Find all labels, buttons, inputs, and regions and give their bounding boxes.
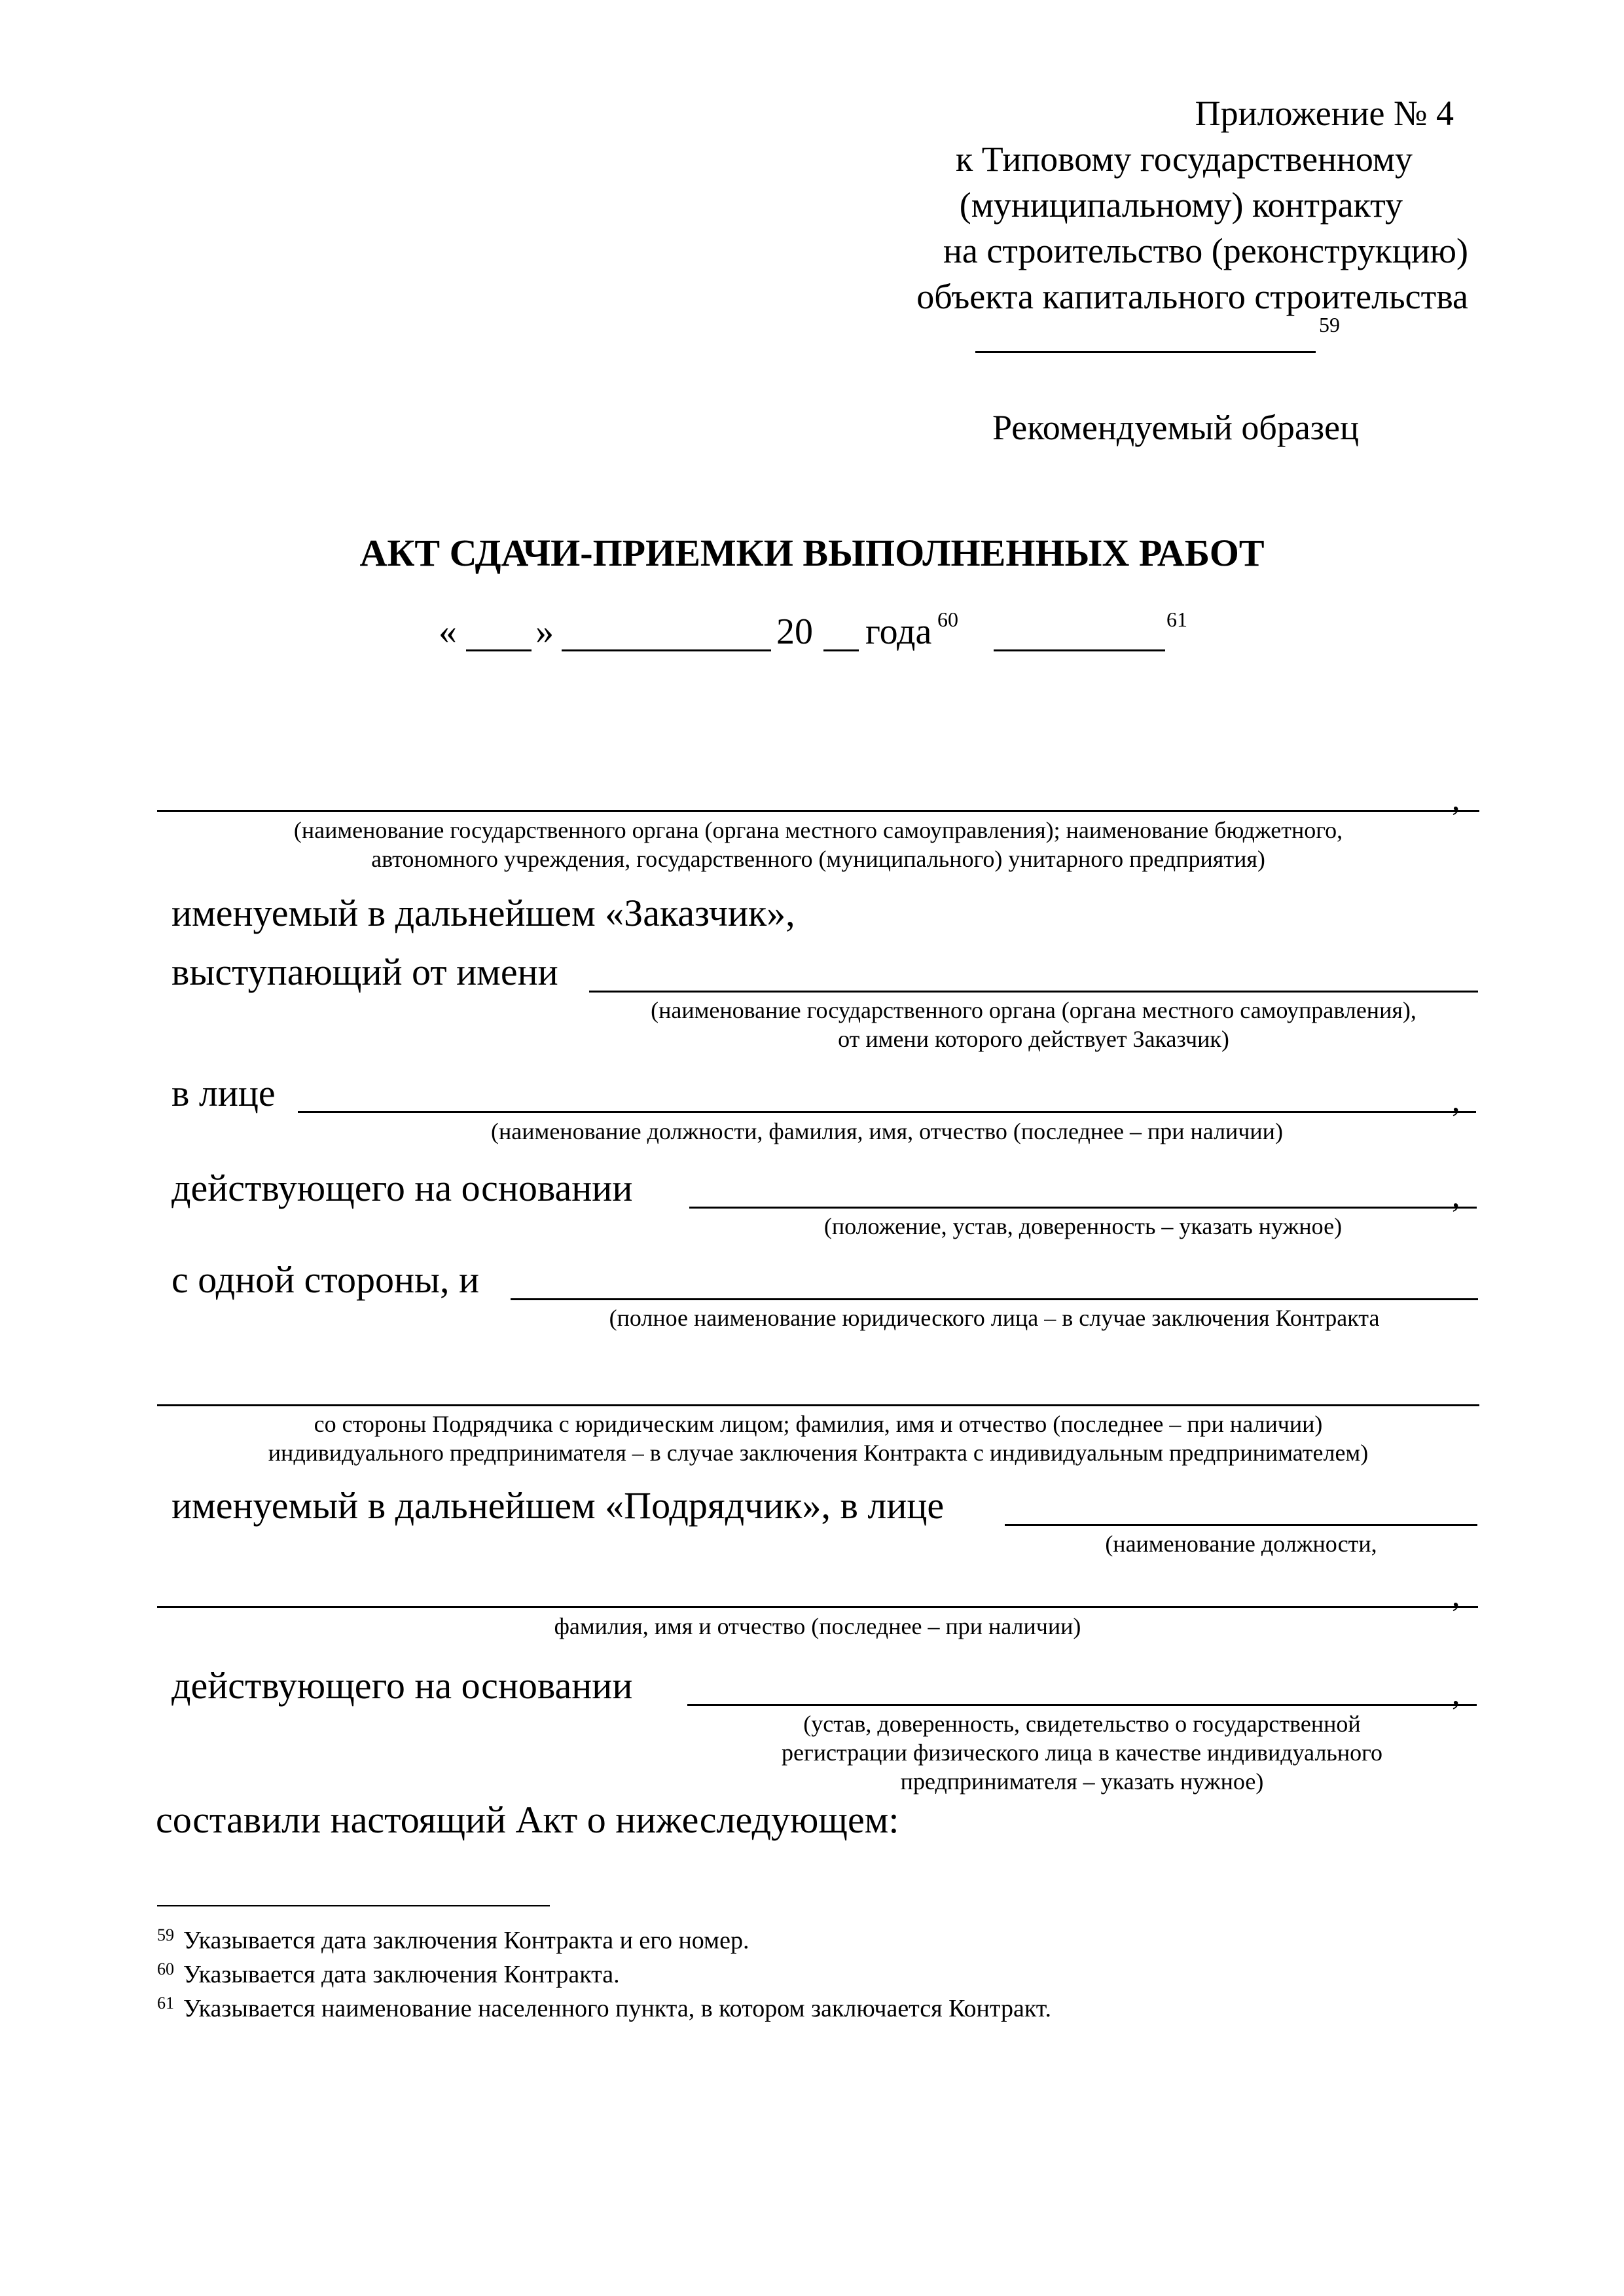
contractor-basis-caption-3: предпринимателя – указать нужное): [900, 1768, 1264, 1795]
acting-for-field[interactable]: [589, 991, 1478, 993]
contractor-name-field-2[interactable]: [157, 1404, 1479, 1406]
person-label: в лице: [171, 1072, 276, 1114]
comma: ,: [1452, 1082, 1460, 1118]
footnote-ref-60: 60: [937, 608, 958, 631]
footnote-61: [157, 1986, 1051, 2026]
footnote-ref-61: 61: [1166, 608, 1187, 631]
year-prefix: 20: [776, 611, 813, 652]
contractor-caption-b1: со стороны Подрядчика с юридическим лицом; фамилия, имя и отчество (последнее – при наличии): [314, 1411, 1323, 1437]
contract-number-field[interactable]: [975, 351, 1316, 353]
month-field[interactable]: [562, 649, 771, 651]
day-field[interactable]: [466, 649, 532, 651]
comma: ,: [1452, 1576, 1460, 1613]
appendix-line-2: к Типовому государственному: [955, 139, 1413, 179]
contractor-basis-caption-1: (устав, доверенность, свидетельство о государственной: [803, 1711, 1361, 1737]
footnote-61-text: Указывается наименование населенного пункта, в котором заключается Контракт.: [183, 1995, 1052, 2022]
appendix-line-5: объекта капитального строительства: [916, 277, 1468, 316]
footnote-59-text: Указывается дата заключения Контракта и его номер.: [183, 1927, 749, 1954]
customer-caption-2: автономного учреждения, государственного (муниципального) унитарного предприятия): [371, 846, 1265, 872]
customer-basis-label: действующего на основании: [171, 1167, 633, 1209]
customer-basis-caption: (положение, устав, доверенность – указать нужное): [823, 1213, 1343, 1239]
quote-close: »: [535, 611, 554, 652]
footnote-60-number: 60: [157, 1959, 174, 1978]
footnote-ref-59: 59: [1319, 313, 1340, 337]
contractor-caption-b2: индивидуального предпринимателя – в случае заключения Контракта с индивидуальным предпринимателем): [268, 1440, 1369, 1466]
footnote-61-number: 61: [157, 1994, 174, 2013]
customer-name-field[interactable]: [157, 810, 1479, 812]
acting-for-caption-2: от имени которого действует Заказчик): [838, 1026, 1229, 1052]
comma: ,: [1452, 1177, 1460, 1214]
appendix-number: Приложение № 4: [1195, 94, 1454, 133]
side-label: с одной стороны, и: [171, 1258, 480, 1301]
customer-person-caption: (наименование должности, фамилия, имя, отчество (последнее – при наличии): [491, 1118, 1283, 1144]
footnote-60: [157, 1952, 620, 1992]
customer-caption-1: (наименование государственного органа (органа местного самоуправления); наименование бюджетного,: [293, 817, 1343, 843]
contractor-person-caption: фамилия, имя и отчество (последнее – при наличии): [554, 1613, 1081, 1639]
contractor-position-field[interactable]: [1005, 1524, 1477, 1526]
footnote-separator: [157, 1905, 550, 1906]
comma: ,: [1452, 1675, 1460, 1711]
acting-for-label: выступающий от имени: [171, 951, 558, 993]
contractor-position-caption: (наименование должности,: [1105, 1531, 1377, 1557]
customer-person-field[interactable]: [298, 1111, 1476, 1113]
contractor-name-field[interactable]: [511, 1298, 1478, 1300]
footnote-59: [157, 1918, 749, 1958]
appendix-line-4: на строительство (реконструкцию): [943, 231, 1468, 270]
contractor-person-field[interactable]: [157, 1606, 1478, 1608]
place-field[interactable]: [994, 649, 1165, 651]
contractor-named-as: именуемый в дальнейшем «Подрядчик», в лице: [171, 1484, 945, 1527]
comma: ,: [1452, 780, 1460, 817]
appendix-line-3: (муниципальному) контракту: [959, 185, 1403, 225]
closing-sentence: составили настоящий Акт о нижеследующем:: [156, 1798, 899, 1841]
contractor-caption-a: (полное наименование юридического лица – в случае заключения Контракта: [609, 1305, 1380, 1331]
year-field[interactable]: [823, 649, 859, 651]
document-title: АКТ СДАЧИ-ПРИЕМКИ ВЫПОЛНЕННЫХ РАБОТ: [359, 532, 1265, 574]
footnote-60-text: Указывается дата заключения Контракта.: [183, 1961, 620, 1988]
contractor-basis-label: действующего на основании: [171, 1664, 633, 1707]
footnote-59-number: 59: [157, 1925, 174, 1944]
quote-open: «: [439, 611, 457, 652]
acting-for-caption-1: (наименование государственного органа (органа местного самоуправления),: [651, 997, 1416, 1023]
customer-named-as: именуемый в дальнейшем «Заказчик»,: [171, 892, 795, 934]
contractor-basis-field[interactable]: [687, 1704, 1477, 1706]
year-word: года: [865, 611, 932, 652]
contractor-basis-caption-2: регистрации физического лица в качестве индивидуального: [782, 1740, 1382, 1766]
sample-label: Рекомендуемый образец: [992, 408, 1359, 447]
customer-basis-field[interactable]: [689, 1207, 1477, 1209]
